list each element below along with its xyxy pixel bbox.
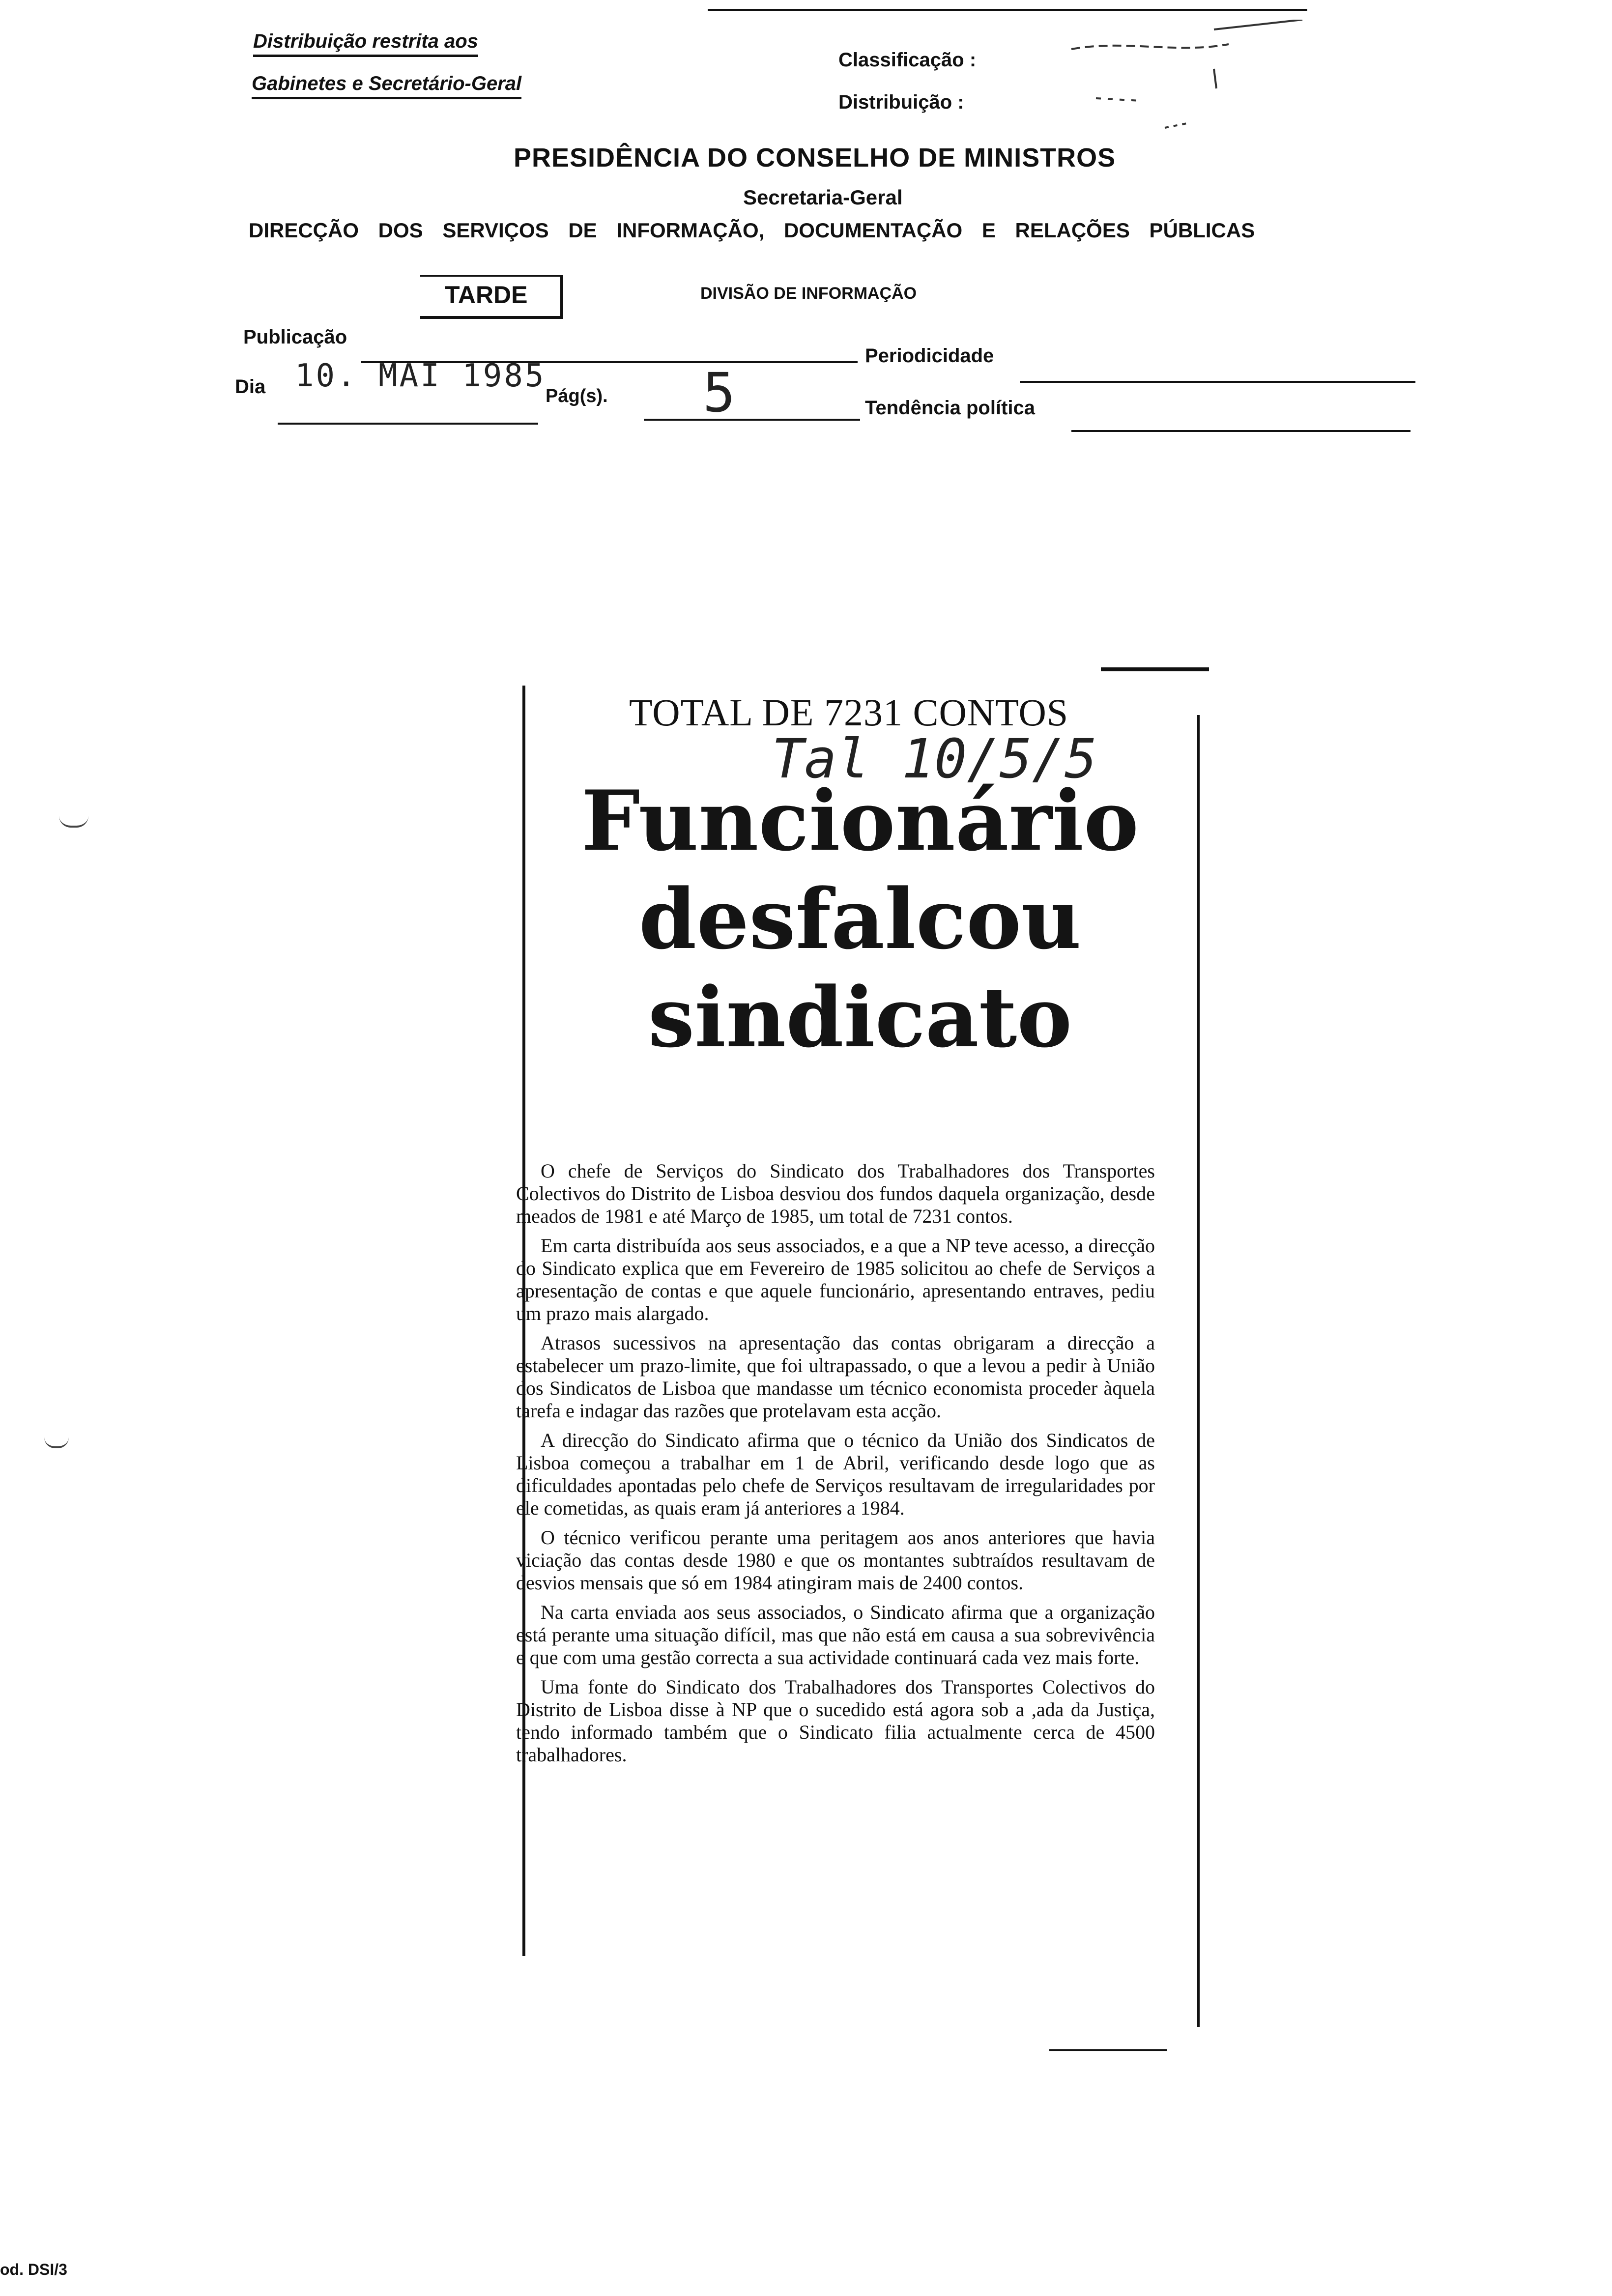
page-value: 5 (703, 361, 736, 424)
article-paragraph: Uma fonte do Sindicato dos Trabalhadores dos Transportes Colectivos do Distrito de Lisboa disse à NP que o sucedido está agora sob a ,ada da Justiça, tendo informado também que o Sindicato filia actualmente cerca de 4500 trabalhadores. (516, 1676, 1155, 1766)
form-code: od. DSI/3 (0, 2261, 67, 2278)
publication-label: Publicação (243, 326, 347, 348)
margin-mark-1 (59, 816, 88, 828)
distribution-label: Distribuição : (838, 91, 964, 113)
margin-mark-2 (44, 1437, 69, 1448)
clipping-bottom-rule (1049, 2049, 1167, 2051)
org-title: PRESIDÊNCIA DO CONSELHO DE MINISTROS (514, 143, 1116, 172)
headline-line-1: Funcionário (581, 772, 1139, 869)
clipping-top-rule (1101, 667, 1209, 671)
org-subtitle: Secretaria-Geral (743, 186, 903, 209)
restricted-distribution-line2: Gabinetes e Secretário-Geral (252, 73, 521, 99)
periodicity-line (1020, 381, 1415, 383)
periodicity-label: Periodicidade (865, 345, 994, 367)
handwritten-note: Tal 10/5/5 (772, 727, 1097, 790)
article-paragraph: A direcção do Sindicato afirma que o técnico da União dos Sindicatos de Lisboa começou a trabalhar em 1 de Abril, verificando desde logo que as dificuldades apontadas pelo chefe de Serviços resultavam de irregularidades por ele cometidas, as quais eram já anteriores a 1984. (516, 1429, 1155, 1519)
article-paragraph: O chefe de Serviços do Sindicato dos Trabalhadores dos Transportes Colectivos do Distrito de Lisboa desviou dos fundos daquela organização, desde meados de 1981 e até Março de 1985, um total de 7231 contos. (516, 1160, 1155, 1227)
directorate: DIRECÇÃO DOS SERVIÇOS DE INFORMAÇÃO, DOCUMENTAÇÃO E RELAÇÕES PÚBLICAS (249, 219, 1255, 242)
headline-line-3: sindicato (648, 969, 1072, 1066)
day-label: Dia (235, 376, 266, 398)
headline (541, 774, 1180, 1064)
corner-scribble (1066, 20, 1312, 138)
article-kicker: TOTAL DE 7231 CONTOS (629, 691, 1069, 734)
tendency-label: Tendência política (865, 397, 1035, 419)
classification-label: Classificação : (838, 49, 977, 71)
restricted-distribution-line1: Distribuição restrita aos (253, 30, 478, 57)
article-paragraph: Atrasos sucessivos na apresentação das contas obrigaram a direcção a estabelecer um prazo-limite, que foi ultrapassado, o que a levou a pedir à União dos Sindicatos de Lisboa que mandasse um técnico economista proceder àquela tarefa e indagar das razões que protelavam esta acção. (516, 1332, 1155, 1422)
headline-line-2: desfalcou (638, 870, 1082, 968)
article-body (516, 1160, 1155, 1773)
division-label: DIVISÃO DE INFORMAÇÃO (700, 284, 917, 303)
day-value: 10. MAI 1985 (295, 358, 546, 394)
tendency-line (1071, 430, 1410, 432)
page-label: Pág(s). (546, 386, 608, 406)
article-paragraph: O técnico verificou perante uma peritagem aos anos anteriores que havia viciação das contas desde 1980 e que os montantes subtraídos resultavam de desvios mensais que só em 1984 atingiram mais de 2400 contos. (516, 1526, 1155, 1594)
tarde-stamp (420, 275, 563, 319)
top-rule (708, 9, 1307, 11)
article-paragraph: Na carta enviada aos seus associados, o Sindicato afirma que a organização está perante uma situação difícil, mas que não está em causa a sua sobrevivência e que com uma gestão correcta a sua actividade continuará cada vez mais forte. (516, 1601, 1155, 1668)
page-line (644, 419, 860, 421)
day-line (278, 423, 538, 425)
article-paragraph: Em carta distribuída aos seus associados, e a que a NP teve acesso, a direcção do Sindicato explica que em Fevereiro de 1985 solicitou ao chefe de Serviços a apresentação de contas e que aquele funcionário, apresentando entraves, pediu um prazo mais alargado. (516, 1234, 1155, 1324)
clipping-right-rule (1197, 715, 1200, 2027)
tarde-stamp-text: TARDE (445, 281, 528, 309)
